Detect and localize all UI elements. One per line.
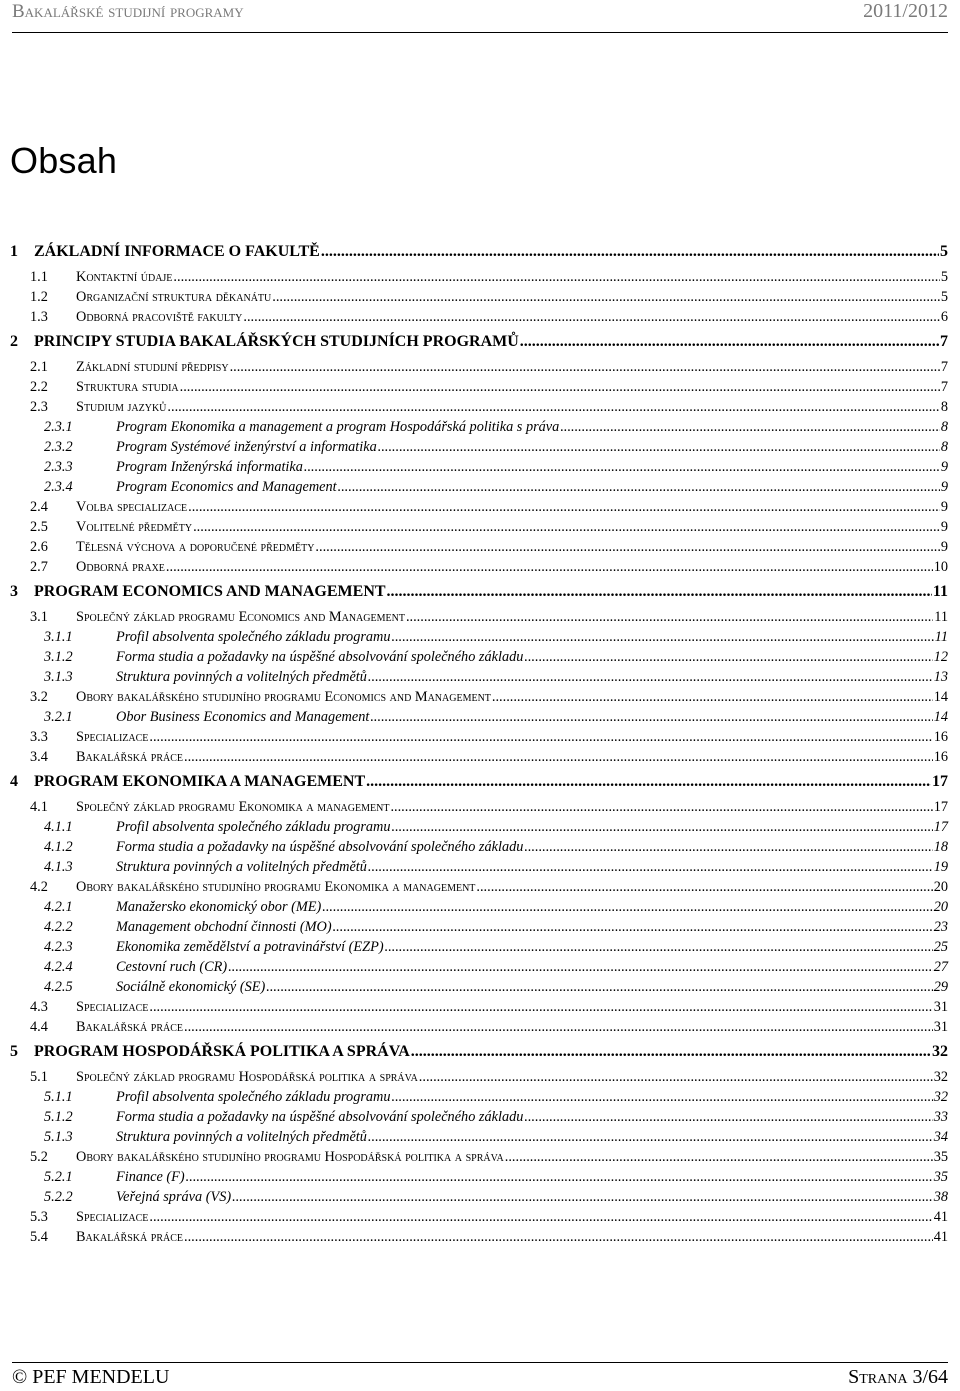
toc-entry-page: 10	[933, 559, 948, 575]
toc-entry-label: Základní studijní předpisy	[76, 359, 229, 375]
toc-entry-leader	[476, 877, 932, 897]
toc-entry[interactable]	[10, 747, 948, 767]
toc-entry-number: 5.2.1	[44, 1169, 73, 1185]
toc-entry[interactable]	[10, 607, 948, 627]
toc-entry-number: 3	[10, 583, 18, 600]
toc-entry[interactable]	[10, 1167, 948, 1187]
toc-entry-label: Program Ekonomika a management a program Hospodářská politika s práva	[116, 419, 560, 435]
toc-entry-number: 1.3	[30, 309, 48, 325]
toc-entry-number: 4.2.2	[44, 919, 73, 935]
toc-entry-number: 5	[10, 1043, 18, 1060]
toc-entry-label: Forma studia a požadavky na úspěšné absolvování společného základu	[116, 649, 524, 665]
toc-entry-number: 4.2.1	[44, 899, 73, 915]
toc-entry-page: 41	[933, 1209, 948, 1225]
toc-entry-label: Profil absolventa společného základu programu	[116, 819, 391, 835]
toc-entry-leader	[321, 240, 939, 264]
toc-entry-label: Specializace	[76, 999, 149, 1015]
toc-entry-leader	[173, 267, 939, 287]
toc-entry-page: 11	[934, 609, 948, 625]
toc-entry-page: 7	[940, 379, 948, 395]
toc-entry[interactable]	[10, 307, 948, 327]
toc-entry-number: 2.7	[30, 559, 48, 575]
toc-entry-page: 29	[933, 979, 948, 995]
toc-entry-label: Manažersko ekonomický obor (ME)	[116, 899, 322, 915]
toc-entry-label: Veřejná správa (VS)	[116, 1189, 232, 1205]
toc-entry-number: 5.4	[30, 1229, 48, 1245]
toc-entry-label: Obory bakalářského studijního programu Hospodářská politika a správa	[76, 1149, 504, 1165]
toc-entry-number: 5.2.2	[44, 1189, 73, 1205]
toc-entry-leader	[184, 1017, 933, 1037]
page-header	[12, 0, 948, 33]
toc-entry-page: 32	[933, 1089, 948, 1105]
toc-entry-number: 2.4	[30, 499, 48, 515]
toc-entry-leader	[243, 307, 939, 327]
toc-entry-number: 5.3	[30, 1209, 48, 1225]
toc-entry-leader	[228, 957, 933, 977]
toc-entry[interactable]	[10, 537, 948, 557]
toc-entry-leader	[390, 797, 932, 817]
toc-entry-leader	[304, 457, 940, 477]
toc-entry-leader	[524, 647, 932, 667]
toc-entry-page: 9	[940, 499, 948, 515]
toc-entry-page: 11	[934, 629, 948, 645]
toc-entry-label: PRINCIPY STUDIA BAKALÁŘSKÝCH STUDIJNÍCH PROGRAMŮ	[34, 333, 519, 350]
toc-entry-label: Profil absolventa společného základu programu	[116, 1089, 391, 1105]
toc-entry[interactable]	[10, 417, 948, 437]
toc-entry-page: 9	[940, 479, 948, 495]
toc-entry-leader	[419, 1067, 933, 1087]
toc-entry-leader	[492, 687, 933, 707]
toc-entry-page: 34	[933, 1129, 948, 1145]
toc-entry-leader	[524, 837, 932, 857]
toc-entry[interactable]	[10, 1207, 948, 1227]
toc-entry-page: 8	[940, 399, 948, 415]
toc-entry-number: 4.1.1	[44, 819, 73, 835]
toc-entry-label: Specializace	[76, 1209, 149, 1225]
table-of-contents	[10, 240, 948, 1247]
toc-entry-number: 1	[10, 243, 18, 260]
toc-entry[interactable]	[10, 497, 948, 517]
toc-entry-label: Bakalářská práce	[76, 1229, 184, 1245]
toc-entry-page: 31	[933, 999, 948, 1015]
toc-entry-leader	[368, 857, 933, 877]
footer-page-number: Strana 3/64	[848, 1366, 948, 1388]
toc-entry-number: 1.1	[30, 269, 48, 285]
toc-entry-leader	[392, 817, 933, 837]
toc-entry-leader	[166, 557, 933, 577]
toc-entry-page: 5	[940, 269, 948, 285]
toc-entry-page: 6	[940, 309, 948, 325]
toc-entry-label: Sociálně ekonomický (SE)	[116, 979, 266, 995]
toc-entry-label: Program Economics and Management	[116, 479, 337, 495]
toc-entry[interactable]	[10, 937, 948, 957]
toc-entry-label: Ekonomika zemědělství a potravinářství (EZP)	[116, 939, 384, 955]
toc-entry-number: 4.1.3	[44, 859, 73, 875]
toc-entry-label: Bakalářská práce	[76, 1019, 184, 1035]
toc-entry-number: 3.4	[30, 749, 48, 765]
toc-entry-page: 17	[933, 799, 948, 815]
toc-entry-number: 4.2.4	[44, 959, 73, 975]
toc-entry-page: 32	[932, 1043, 948, 1060]
toc-entry-label: Volitelné předměty	[76, 519, 193, 535]
toc-entry-page: 35	[933, 1169, 948, 1185]
toc-entry-label: Společný základ programu Economics and Management	[76, 609, 405, 625]
toc-entry-page: 8	[940, 419, 948, 435]
toc-entry-label: Volba specializace	[76, 499, 188, 515]
toc-entry-label: Finance (F)	[116, 1169, 185, 1185]
toc-entry-label: Obor Business Economics and Management	[116, 709, 370, 725]
toc-entry-leader	[387, 580, 932, 604]
toc-entry[interactable]	[10, 997, 948, 1017]
toc-entry-leader	[505, 1147, 933, 1167]
toc-entry-page: 20	[933, 899, 948, 915]
toc-entry-page: 7	[940, 359, 948, 375]
toc-entry-number: 4.2	[30, 879, 48, 895]
toc-entry-label: Program Systémové inženýrství a informatika	[116, 439, 377, 455]
toc-entry[interactable]	[10, 1017, 948, 1037]
toc-entry[interactable]	[10, 1067, 948, 1087]
toc-entry[interactable]	[10, 287, 948, 307]
toc-entry-page: 17	[933, 819, 948, 835]
toc-entry-label: Forma studia a požadavky na úspěšné absolvování společného základu	[116, 1109, 524, 1125]
toc-entry-leader	[188, 497, 940, 517]
toc-entry[interactable]	[10, 977, 948, 997]
toc-entry-leader	[524, 1107, 932, 1127]
toc-entry-page: 16	[933, 749, 948, 765]
toc-entry-label: ZÁKLADNÍ INFORMACE O FAKULTĚ	[34, 243, 320, 260]
toc-entry[interactable]	[10, 627, 948, 647]
toc-entry-label: Management obchodní činnosti (MO)	[116, 919, 332, 935]
toc-entry-number: 4.2.3	[44, 939, 73, 955]
toc-entry[interactable]	[10, 397, 948, 417]
toc-entry[interactable]	[10, 477, 948, 497]
toc-entry-leader	[385, 937, 933, 957]
toc-entry-label: PROGRAM HOSPODÁŘSKÁ POLITIKA A SPRÁVA	[34, 1043, 410, 1060]
toc-entry[interactable]	[10, 357, 948, 377]
toc-entry[interactable]	[10, 837, 948, 857]
toc-entry-leader	[378, 437, 940, 457]
toc-entry-page: 12	[933, 649, 948, 665]
toc-entry-number: 2.3.2	[44, 439, 73, 455]
toc-entry-number: 3.2	[30, 689, 48, 705]
toc-entry-leader	[149, 1207, 932, 1227]
toc-entry-leader	[272, 287, 940, 307]
toc-entry-label: Specializace	[76, 729, 149, 745]
toc-entry-page: 23	[933, 919, 948, 935]
toc-entry-label: Cestovní ruch (CR)	[116, 959, 228, 975]
toc-entry-label: Struktura povinných a volitelných předmětů	[116, 859, 367, 875]
toc-entry-leader	[167, 397, 939, 417]
toc-entry-number: 5.2	[30, 1149, 48, 1165]
toc-entry-number: 3.2.1	[44, 709, 73, 725]
toc-entry-leader	[232, 1187, 933, 1207]
toc-entry[interactable]	[10, 580, 948, 604]
toc-entry[interactable]	[10, 957, 948, 977]
toc-entry-number: 5.1.2	[44, 1109, 73, 1125]
toc-entry-leader	[366, 770, 931, 794]
toc-entry-page: 35	[933, 1149, 948, 1165]
toc-entry-page: 9	[940, 519, 948, 535]
toc-entry[interactable]	[10, 1187, 948, 1207]
toc-entry-leader	[333, 917, 933, 937]
toc-entry-label: Odborná pracoviště fakulty	[76, 309, 243, 325]
toc-entry-page: 27	[933, 959, 948, 975]
toc-entry[interactable]	[10, 1227, 948, 1247]
toc-entry[interactable]	[10, 877, 948, 897]
toc-entry-number: 4.4	[30, 1019, 48, 1035]
toc-entry-page: 38	[933, 1189, 948, 1205]
toc-entry-label: Tělesná výchova a doporučené předměty	[76, 539, 315, 555]
toc-entry-page: 18	[933, 839, 948, 855]
toc-entry-number: 2.5	[30, 519, 48, 535]
toc-entry[interactable]	[10, 857, 948, 877]
toc-entry-leader	[392, 1087, 933, 1107]
toc-entry[interactable]	[10, 817, 948, 837]
toc-entry[interactable]	[10, 517, 948, 537]
toc-entry-leader	[370, 707, 932, 727]
toc-entry-number: 3.1	[30, 609, 48, 625]
toc-entry-page: 5	[940, 243, 948, 260]
toc-entry[interactable]	[10, 897, 948, 917]
toc-entry-leader	[149, 997, 932, 1017]
toc-entry-page: 7	[940, 333, 948, 350]
toc-entry-page: 33	[933, 1109, 948, 1125]
toc-entry-number: 2	[10, 333, 18, 350]
toc-entry-page: 16	[933, 729, 948, 745]
toc-entry-page: 14	[933, 689, 948, 705]
toc-entry-page: 19	[933, 859, 948, 875]
page-title: Obsah	[10, 140, 118, 181]
toc-entry-page: 13	[933, 669, 948, 685]
toc-entry-number: 5.1.1	[44, 1089, 73, 1105]
toc-entry-number: 4.1	[30, 799, 48, 815]
toc-entry-label: Odborná praxe	[76, 559, 165, 575]
toc-entry-page: 31	[933, 1019, 948, 1035]
toc-entry-label: Obory bakalářského studijního programu Ekonomika a management	[76, 879, 476, 895]
toc-entry-number: 1.2	[30, 289, 48, 305]
toc-entry-leader	[322, 897, 932, 917]
toc-entry-leader	[193, 517, 940, 537]
toc-entry-number: 3.1.1	[44, 629, 73, 645]
toc-entry-number: 5.1	[30, 1069, 48, 1085]
toc-entry-number: 4.2.5	[44, 979, 73, 995]
toc-entry-label: Společný základ programu Hospodářská politika a správa	[76, 1069, 418, 1085]
toc-entry[interactable]	[10, 437, 948, 457]
toc-entry-leader	[186, 1167, 933, 1187]
toc-entry-leader	[266, 977, 932, 997]
header-title: Bakalářské studijní programy	[12, 1, 244, 22]
toc-entry-number: 2.3.1	[44, 419, 73, 435]
toc-entry-number: 2.1	[30, 359, 48, 375]
toc-entry-page: 14	[933, 709, 948, 725]
toc-entry[interactable]	[10, 1040, 948, 1064]
toc-entry-leader	[315, 537, 939, 557]
toc-entry-page: 25	[933, 939, 948, 955]
toc-entry-leader	[368, 667, 933, 687]
toc-entry-leader	[560, 417, 940, 437]
toc-entry-label: Program Inženýrská informatika	[116, 459, 303, 475]
toc-entry[interactable]	[10, 1087, 948, 1107]
toc-entry[interactable]	[10, 240, 948, 264]
toc-entry-leader	[230, 357, 940, 377]
toc-entry[interactable]	[10, 330, 948, 354]
toc-entry-leader	[338, 477, 940, 497]
toc-entry-label: Bakalářská práce	[76, 749, 184, 765]
toc-entry-label: Společný základ programu Ekonomika a management	[76, 799, 390, 815]
toc-entry-number: 4.3	[30, 999, 48, 1015]
toc-entry-number: 2.2	[30, 379, 48, 395]
toc-entry-page: 5	[940, 289, 948, 305]
toc-entry-number: 5.1.3	[44, 1129, 73, 1145]
toc-entry[interactable]	[10, 457, 948, 477]
toc-entry-label: Kontaktní údaje	[76, 269, 173, 285]
toc-entry-page: 9	[940, 539, 948, 555]
toc-entry[interactable]	[10, 797, 948, 817]
toc-entry-number: 2.3	[30, 399, 48, 415]
toc-entry-page: 11	[932, 583, 948, 600]
toc-entry-number: 3.1.3	[44, 669, 73, 685]
toc-entry-leader	[520, 330, 939, 354]
toc-entry-leader	[368, 1127, 933, 1147]
toc-entry-label: PROGRAM EKONOMIKA A MANAGEMENT	[34, 773, 366, 790]
toc-entry[interactable]	[10, 667, 948, 687]
header-year: 2011/2012	[863, 0, 948, 22]
toc-entry-label: Studium jazyků	[76, 399, 167, 415]
toc-entry-page: 17	[932, 773, 948, 790]
toc-entry-number: 4	[10, 773, 18, 790]
toc-entry[interactable]	[10, 267, 948, 287]
toc-entry-number: 4.1.2	[44, 839, 73, 855]
toc-entry[interactable]	[10, 917, 948, 937]
toc-entry-page: 41	[933, 1229, 948, 1245]
toc-entry-page: 9	[940, 459, 948, 475]
toc-entry-page: 20	[933, 879, 948, 895]
toc-entry-label: Obory bakalářského studijního programu Economics and Management	[76, 689, 491, 705]
toc-entry-leader	[149, 727, 932, 747]
toc-entry-page: 8	[940, 439, 948, 455]
toc-entry-label: Struktura povinných a volitelných předmětů	[116, 669, 367, 685]
toc-entry-number: 3.1.2	[44, 649, 73, 665]
toc-entry[interactable]	[10, 727, 948, 747]
toc-entry-number: 2.3.4	[44, 479, 73, 495]
toc-entry[interactable]	[10, 1147, 948, 1167]
toc-entry-leader	[184, 1227, 933, 1247]
toc-entry-leader	[406, 607, 933, 627]
toc-entry-label: Struktura povinných a volitelných předmětů	[116, 1129, 367, 1145]
toc-entry-leader	[392, 627, 934, 647]
toc-entry-label: Profil absolventa společného základu programu	[116, 629, 391, 645]
toc-entry[interactable]	[10, 377, 948, 397]
toc-entry-label: Struktura studia	[76, 379, 179, 395]
toc-entry[interactable]	[10, 687, 948, 707]
toc-entry[interactable]	[10, 557, 948, 577]
toc-entry[interactable]	[10, 647, 948, 667]
toc-entry-label: Forma studia a požadavky na úspěšné absolvování společného základu	[116, 839, 524, 855]
toc-entry-page: 32	[933, 1069, 948, 1085]
toc-entry-leader	[180, 377, 940, 397]
toc-entry-leader	[411, 1040, 931, 1064]
footer-copyright: © PEF MENDELU	[12, 1366, 170, 1388]
toc-entry-leader	[184, 747, 933, 767]
toc-entry-label: PROGRAM ECONOMICS AND MANAGEMENT	[34, 583, 386, 600]
toc-entry[interactable]	[10, 707, 948, 727]
toc-entry-number: 2.3.3	[44, 459, 73, 475]
toc-entry[interactable]	[10, 770, 948, 794]
toc-entry[interactable]	[10, 1127, 948, 1147]
page-footer	[12, 1362, 948, 1391]
toc-entry-number: 3.3	[30, 729, 48, 745]
toc-entry[interactable]	[10, 1107, 948, 1127]
toc-entry-label: Organizační struktura děkanátu	[76, 289, 272, 305]
toc-entry-number: 2.6	[30, 539, 48, 555]
